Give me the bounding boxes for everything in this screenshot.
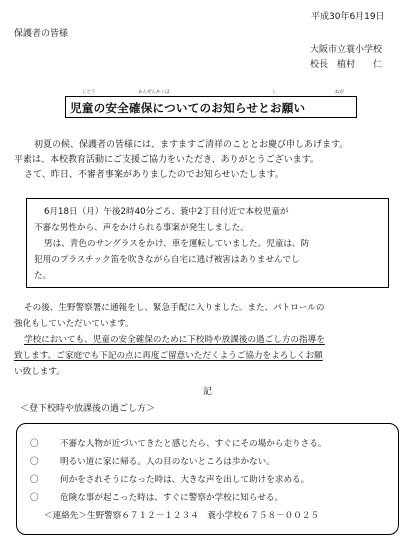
intro-line: 初夏の候、保護者の皆様には、ますますご清祥のこととお慶び申しあげます。 [34, 140, 349, 150]
request-line: い致します。 [14, 367, 65, 377]
rule-text: 不審な人物が近づいてきたと感じたら、すぐにその場から走りさる。 [60, 439, 327, 449]
ki-label: 記 [203, 387, 213, 397]
followup-line: その後、生野警察署に通報をし、緊急手配に入りました。また、パトロールの [24, 303, 325, 313]
rule-text: 危険な事が起こった時は、すぐに警察か学校に知らせる。 [60, 493, 284, 503]
intro-line: さて、昨日、不審者事案がありましたのでお知らせいたします。 [24, 170, 284, 180]
title-ruby: じどう [82, 90, 96, 95]
rule-bullet: 〇 [30, 439, 39, 449]
title-ruby: あんぜんかくほ [138, 90, 170, 95]
incident-line: 犯用のプラスチック笛を吹きながら自宅に逃げ被害はありませんでし [34, 255, 300, 265]
rule-bullet: 〇 [30, 475, 39, 485]
rule-bullet: 〇 [30, 493, 39, 503]
request-line: 致します。ご家庭でも下記の点に再度ご留意いただくようご協力をよろしくお願 [14, 351, 323, 361]
intro-line: 平素は、本校教育活動にご支援ご協力をいただき、ありがとうございます。 [14, 155, 319, 165]
document-date: 平成30年6月19日 [311, 12, 385, 22]
rule-text: 何かをされそうになった時は、大きな声を出して助けを求める。 [60, 475, 310, 485]
followup-line: 強化もしていただいています。 [14, 319, 134, 329]
principal-name: 校長 植村 仁 [310, 60, 383, 70]
incident-line: 不審な男性から、声をかけられる事案が発生しました。 [34, 223, 249, 233]
rule-bullet: 〇 [30, 457, 39, 467]
incident-line: 6月18日（月）午後2時40分ごろ、蓑中2丁目付近で本校児童が [44, 207, 289, 217]
school-name: 大阪市立蓑小学校 [310, 45, 383, 55]
rule-text: 明るい道に家に帰る。人の目のないところは歩かない。 [60, 457, 275, 467]
greeting: 保護者の皆様 [14, 29, 69, 39]
incident-line: た。 [34, 271, 52, 281]
incident-line: 男は、青色のサングラスをかけ、車を運転していました。児童は、防 [44, 239, 310, 249]
title-ruby: し [272, 90, 277, 95]
section-title: ＜登下校時や放課後の過ごし方＞ [20, 404, 156, 414]
contact-info: ＜連絡先＞生野警察６７１２－１２３４ 蓑小学校６７５８－００２５ [44, 511, 320, 521]
title-ruby: ねが [335, 90, 344, 95]
request-line: 学校においても、児童の安全確保のために下校時や放課後の過ごし方の指導を [24, 335, 325, 345]
page-title: 児童の安全確保についてのお知らせとお願い [70, 101, 306, 115]
